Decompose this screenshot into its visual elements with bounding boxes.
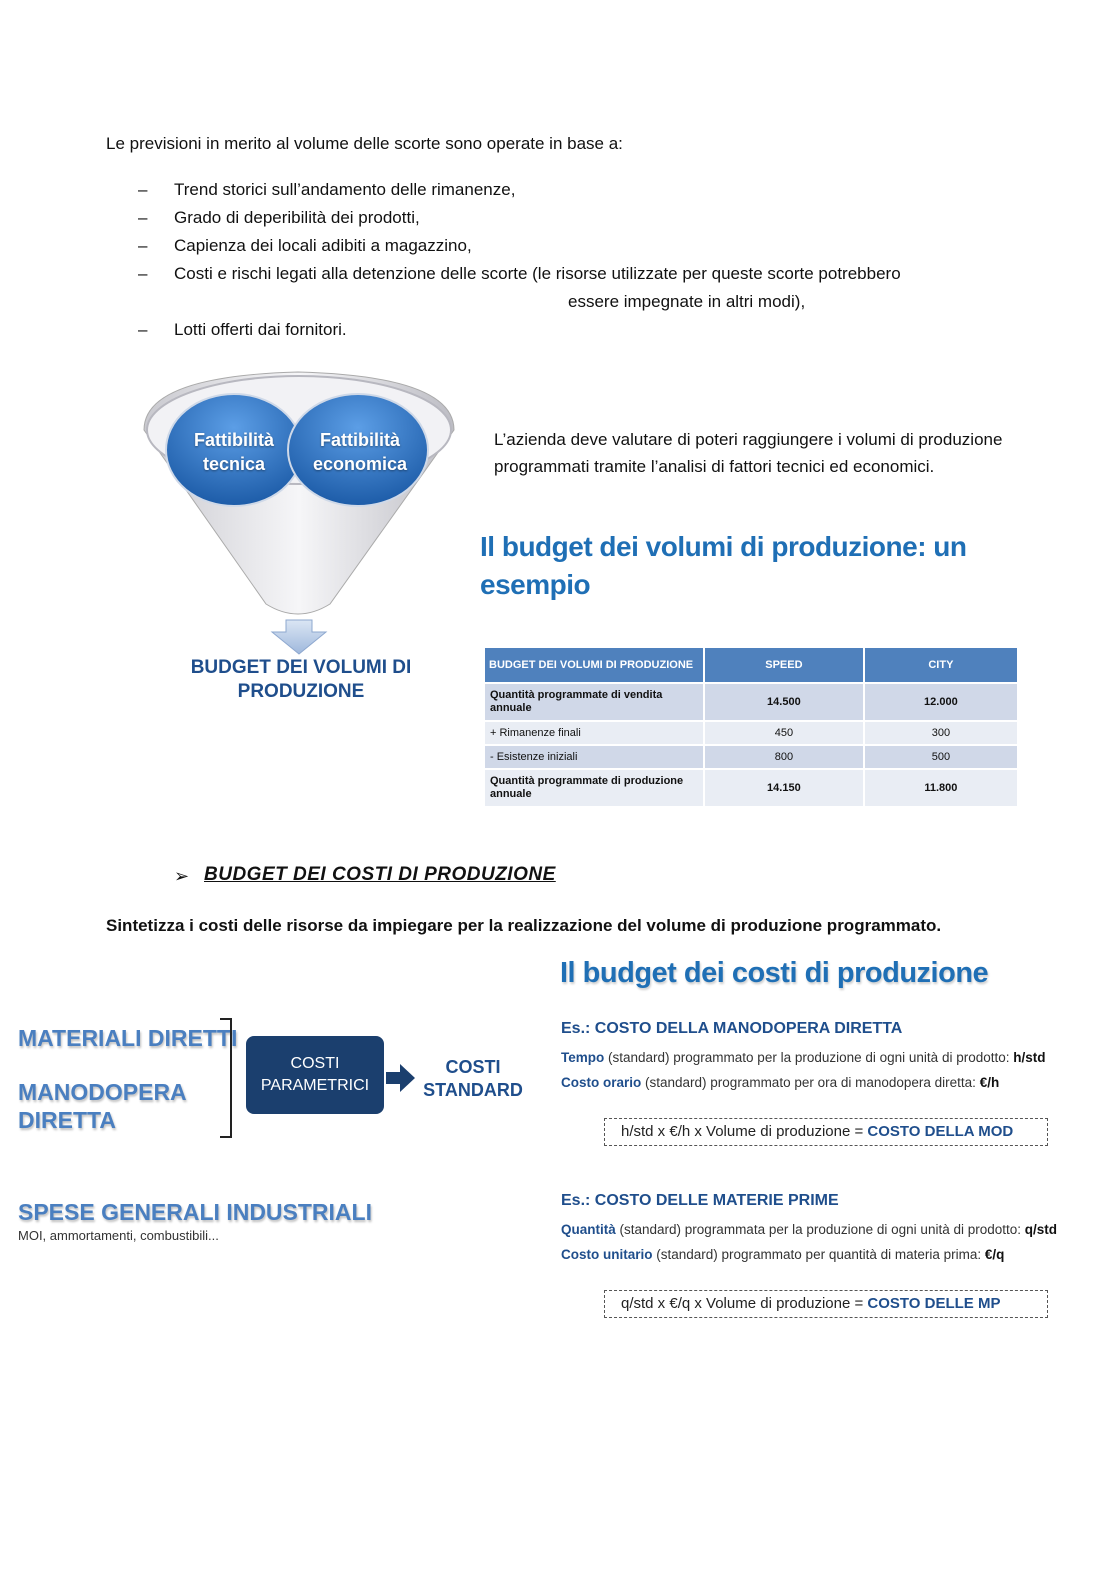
example-mod-line1: Tempo (standard) programmato per la produzione di ogni unità di prodotto: h/std [561, 1050, 1046, 1065]
label-spese-generali: SPESE GENERALI INDUSTRIALI [18, 1199, 372, 1225]
header-cell: SPEED [704, 647, 864, 683]
table-row: + Rimanenze finali 450 300 [484, 721, 1018, 745]
budget-volumes-table [483, 646, 1019, 808]
arrow-right-icon [386, 1064, 416, 1092]
summary-text: Sintetizza i costi delle risorse da impiegare per la realizzazione del volume di produzione programmato. [106, 916, 942, 935]
intro-text: Le previsioni in merito al volume delle scorte sono operate in base a: [106, 134, 623, 153]
label-materiali-diretti: MATERIALI DIRETTI [18, 1025, 238, 1051]
list-item: – Costi e rischi legati alla detenzione delle scorte (le risorse utilizzate per queste scorte potrebbero essere impegnate in altri modi), [138, 260, 998, 316]
formula-mp: q/std x €/q x Volume di produzione = COSTO DELLE MP [604, 1290, 1048, 1318]
table-header-row [484, 647, 1018, 683]
list-item: – Capienza dei locali adibiti a magazzino, [138, 236, 472, 255]
example-mp-line2: Costo unitario (standard) programmato per quantità di materia prima: €/q [561, 1247, 1005, 1262]
label-technical: Fattibilità tecnica [194, 430, 274, 474]
list-item: – Lotti offerti dai fornitori. [138, 320, 347, 339]
side-paragraph: L’azienda deve valutare di poteri raggiungere i volumi di produzione programmati tramite l’analisi di fattori tecnici ed economici. [494, 430, 1003, 476]
table-row: Quantità programmate di vendita annuale 14.500 12.000 [484, 683, 1018, 721]
costi-parametrici-box: COSTI PARAMETRICI [246, 1036, 384, 1114]
bullet-list [138, 176, 998, 344]
example-title: Il budget dei volumi di produzione: un esempio [480, 531, 967, 600]
list-item: – Grado di deperibilità dei prodotti, [138, 208, 420, 227]
bracket [220, 1018, 232, 1138]
section-heading: BUDGET DEI COSTI DI PRODUZIONE [204, 864, 556, 885]
header-cell: BUDGET DEI VOLUMI DI PRODUZIONE [484, 647, 704, 683]
table-row: - Esistenze iniziali 800 500 [484, 745, 1018, 769]
example-mp-title: Es.: COSTO DELLE MATERIE PRIME [561, 1192, 839, 1209]
costi-standard-label: COSTI STANDARD [423, 1057, 523, 1100]
formula-mod: h/std x €/h x Volume di produzione = COSTO DELLA MOD [604, 1118, 1048, 1146]
funnel-caption: BUDGET DEI VOLUMI DI PRODUZIONE [190, 657, 412, 702]
label-economic: Fattibilità economica [312, 430, 408, 474]
spese-subtitle: MOI, ammortamenti, combustibili... [18, 1228, 219, 1243]
example-mod-title: Es.: COSTO DELLA MANODOPERA DIRETTA [561, 1020, 903, 1037]
arrow-down-icon [272, 620, 326, 654]
costs-title: Il budget dei costi di produzione [560, 957, 989, 989]
label-manodopera-diretta: MANODOPERA DIRETTA [18, 1079, 187, 1133]
example-mod-line2: Costo orario (standard) programmato per ora di manodopera diretta: €/h [561, 1075, 1000, 1090]
arrow-bullet-icon: ➢ [174, 866, 190, 886]
list-item: – Trend storici sull’andamento delle rimanenze, [138, 180, 516, 199]
header-cell: CITY [864, 647, 1018, 683]
bullet-continuation: essere impegnate in altri modi), [568, 292, 806, 311]
example-mp-line1: Quantità (standard) programmata per la produzione di ogni unità di prodotto: q/std [561, 1222, 1058, 1237]
table-row: Quantità programmate di produzione annuale 14.150 11.800 [484, 769, 1018, 807]
funnel-diagram [140, 368, 460, 658]
